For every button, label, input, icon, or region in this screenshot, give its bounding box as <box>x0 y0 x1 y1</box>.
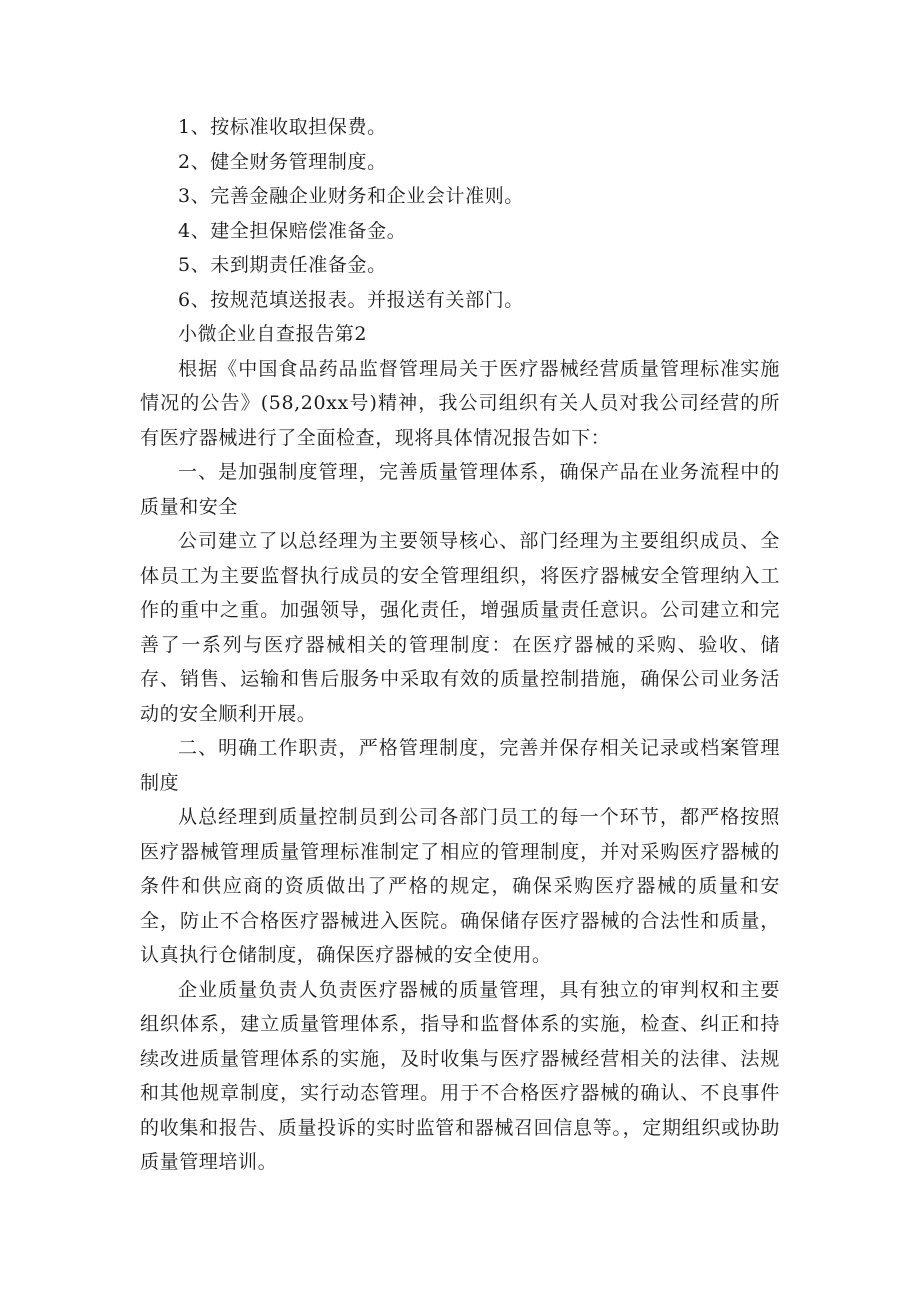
list-item-5: 5、未到期责任准备金。 <box>178 254 387 276</box>
list-item-4: 4、建全担保赔偿准备金。 <box>178 219 407 242</box>
point1-body: 公司建立了以总经理为主要领导核心、部门经理为主要组织成员、全体员工为主要监督执行成员的安全管理组织，将医疗器械安全管理纳入工作的重中之重。加强领导，强化责任，增强质量责任意识。公司建立和完善了一系列与医疗器械相关的管理制度：在医疗器械的采购、验收、储存、销售、运输和售后服务中采取有效的质量控制措施，确保公司业务活动的安全顺利开展。 <box>140 530 780 725</box>
list-item-3: 3、完善金融企业财务和企业会计准则。 <box>178 185 524 207</box>
intro-paragraph: 根据《中国食品药品监督管理局关于医疗器械经营质量管理标准实施情况的公告》(58,20xx号)精神，我公司组织有关人员对我公司经营的所有医疗器械进行了全面检查，现将具体情况报告如下： <box>140 357 780 449</box>
document-body <box>140 110 780 1180</box>
section-title: 小微企业自查报告第2 <box>178 323 368 345</box>
list-item-1: 1、按标准收取担保费。 <box>178 116 387 138</box>
point2-body-1: 从总经理到质量控制员到公司各部门员工的每一个环节，都严格按照医疗器械管理质量管理标准制定了相应的管理制度，并对采购医疗器械的条件和供应商的资质做出了严格的规定，确保采购医疗器械的质量和安全，防止不合格医疗器械进入医院。确保储存医疗器械的合法性和质量，认真执行仓储制度，确保医疗器械的安全使用。 <box>140 806 780 966</box>
list-item-6: 6、按规范填送报表。并报送有关部门。 <box>178 288 524 311</box>
point1-title: 一、是加强制度管理，完善质量管理体系，确保产品在业务流程中的质量和安全 <box>140 461 780 518</box>
point2-title: 二、明确工作职责，严格管理制度，完善并保存相关记录或档案管理制度 <box>140 737 780 794</box>
point2-body-2: 企业质量负责人负责医疗器械的质量管理，具有独立的审判权和主要组织体系，建立质量管理体系，指导和监督体系的实施，检查、纠正和持续改进质量管理体系的实施，及时收集与医疗器械经营相关的法律、法规和其他规章制度，实行动态管理。用于不合格医疗器械的确认、不良事件的收集和报告、质量投诉的实时监管和器械召回信息等。，定期组织或协助质量管理培训。 <box>140 978 780 1173</box>
list-item-2: 2、健全财务管理制度。 <box>178 150 387 173</box>
